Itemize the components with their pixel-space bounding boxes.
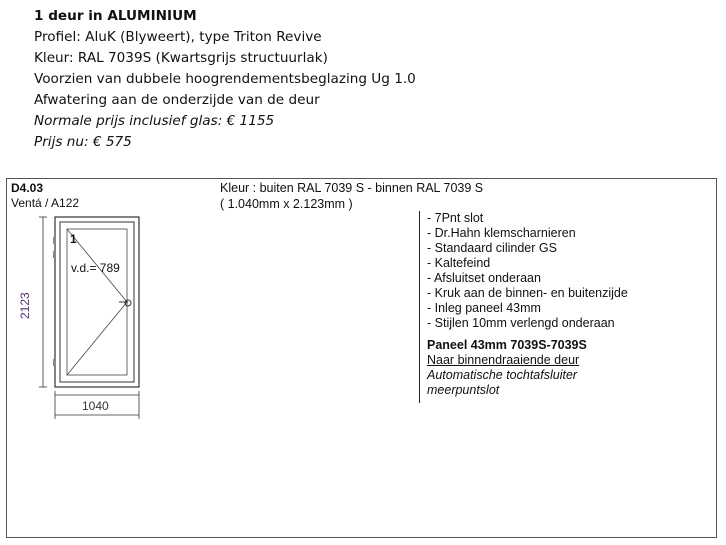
door-panel: [67, 229, 127, 375]
glazing-line: Voorzien van dubbele hoogrendementsbeglazing Ug 1.0: [34, 71, 416, 87]
hinge-icon: [53, 251, 56, 258]
feature-item: - Kruk aan de binnen- en buitenzijde: [427, 286, 628, 300]
feature-item: - 7Pnt slot: [427, 211, 484, 225]
technical-drawing-sheet: [6, 178, 717, 538]
door-elevation-drawing: [7, 179, 427, 429]
item-reference: Ventá / A122: [11, 196, 80, 210]
profile-line: Profiel: AluK (Blyweert), type Triton Revive: [34, 29, 322, 45]
extra-feature: Automatische tochtafsluiter: [427, 368, 578, 382]
hinge-icon: [53, 359, 56, 366]
width-label: 1040: [82, 399, 109, 413]
feature-item: - Dr.Hahn klemscharnieren: [427, 226, 576, 240]
opening-direction: Naar binnendraaiende deur: [427, 353, 580, 367]
vd-label: v.d.= 789: [71, 261, 120, 275]
extra-feature: meerpuntslot: [427, 383, 500, 397]
feature-list: [427, 211, 628, 398]
product-title: 1 deur in ALUMINIUM: [34, 8, 197, 24]
hinge-icon: [53, 237, 56, 244]
feature-item: - Standaard cilinder GS: [427, 241, 557, 255]
dimension-spec: ( 1.040mm x 2.123mm ): [220, 197, 353, 211]
feature-item: - Inleg paneel 43mm: [427, 301, 541, 315]
item-code: D4.03: [11, 181, 44, 195]
height-label: 2123: [18, 292, 32, 319]
kleur-spec: Kleur : buiten RAL 7039 S - binnen RAL 7039 S: [220, 181, 484, 195]
feature-item: - Stijlen 10mm verlengd onderaan: [427, 316, 615, 330]
leaf-number: 1: [70, 232, 77, 246]
drainage-line: Afwatering aan de onderzijde van de deur: [34, 92, 320, 108]
panel-title: Paneel 43mm 7039S-7039S: [427, 338, 587, 352]
product-description: [34, 6, 416, 153]
feature-item: - Afsluitset onderaan: [427, 271, 541, 285]
color-line: Kleur: RAL 7039S (Kwartsgrijs structuurlak): [34, 50, 328, 66]
opening-line: [67, 302, 127, 375]
current-price: Prijs nu: € 575: [34, 134, 132, 150]
normal-price: Normale prijs inclusief glas: € 1155: [34, 113, 275, 129]
feature-item: - Kaltefeind: [427, 256, 491, 270]
